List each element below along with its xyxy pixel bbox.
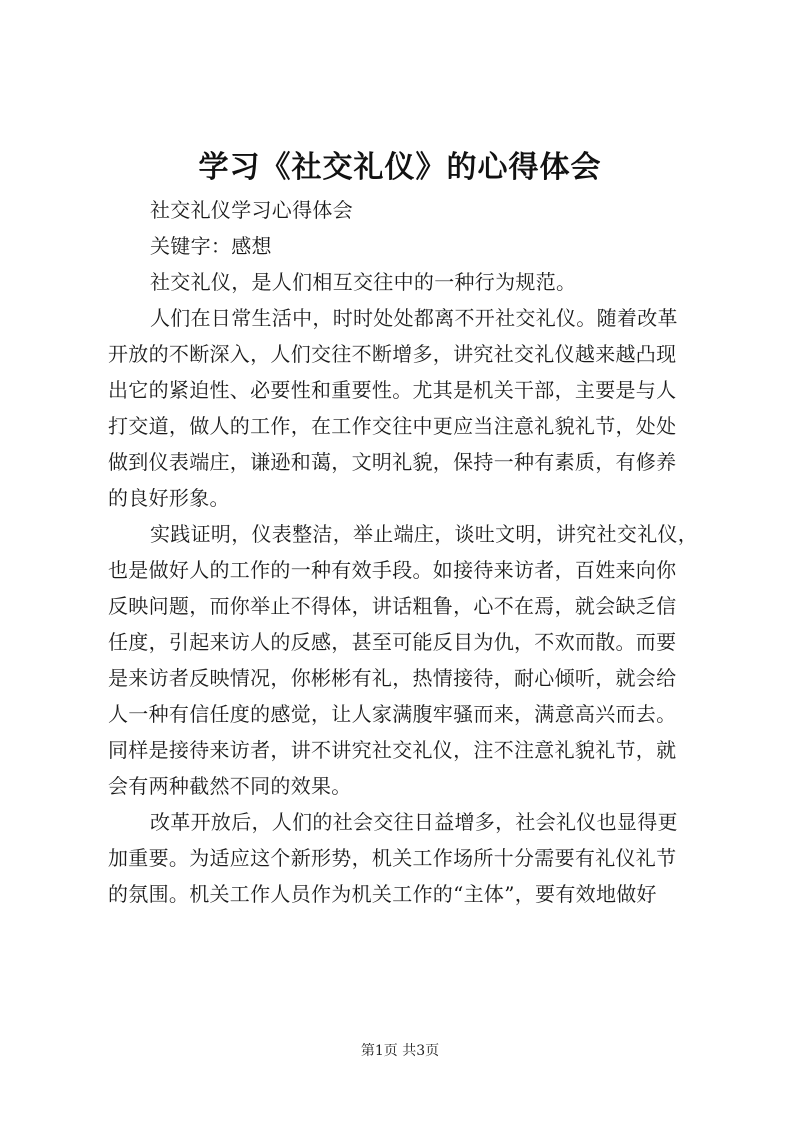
- text-line: 是来访者反映情况，你彬彬有礼，热情接待，耐心倾听，就会给: [108, 666, 677, 690]
- document-body: [108, 192, 720, 912]
- text-line: 的氛围。机关工作人员作为机关工作的“主体”，要有效地做好: [108, 882, 657, 906]
- text-line: 做到仪表端庄，谦逊和蔼，文明礼貌，保持一种有素质，有修养: [108, 450, 677, 474]
- text-line: 也是做好人的工作的一种有效手段。如接待来访者，百姓来向你: [108, 558, 677, 582]
- text-line: 改革开放后，人们的社会交往日益增多，社会礼仪也显得更: [150, 810, 678, 834]
- document-keywords: 关键字：感想: [150, 234, 272, 258]
- text-line: 出它的紧迫性、必要性和重要性。尤其是机关干部，主要是与人: [108, 378, 677, 402]
- page-number-footer: 第1页 共3页: [360, 1043, 440, 1059]
- text-line: 的良好形象。: [108, 486, 230, 510]
- text-line: 打交道，做人的工作，在工作交往中更应当注意礼貌礼节，处处: [108, 414, 677, 438]
- text-line: 加重要。为适应这个新形势，机关工作场所十分需要有礼仪礼节: [108, 846, 677, 870]
- text-line: 人一种有信任度的感觉，让人家满腹牢骚而来，满意高兴而去。: [108, 702, 677, 726]
- text-line: 实践证明，仪表整洁，举止端庄，谈吐文明，讲究社交礼仪，: [150, 522, 699, 546]
- text-line: 同样是接待来访者，讲不讲究社交礼仪，注不注意礼貌礼节，就: [108, 738, 677, 762]
- text-line: 社交礼仪，是人们相互交往中的一种行为规范。: [150, 270, 577, 294]
- document-title: 学习《社交礼仪》的心得体会: [198, 150, 602, 185]
- text-line: 反映问题，而你举止不得体，讲话粗鲁，心不在焉，就会缺乏信: [108, 594, 677, 618]
- text-line: 会有两种截然不同的效果。: [108, 774, 352, 798]
- text-line: 任度，引起来访人的反感，甚至可能反目为仇，不欢而散。而要: [108, 630, 677, 654]
- text-line: 人们在日常生活中，时时处处都离不开社交礼仪。随着改革: [150, 306, 678, 330]
- document-subtitle: 社交礼仪学习心得体会: [150, 198, 353, 222]
- text-line: 开放的不断深入，人们交往不断增多，讲究社交礼仪越来越凸现: [108, 342, 677, 366]
- paragraph-lines: [108, 264, 720, 912]
